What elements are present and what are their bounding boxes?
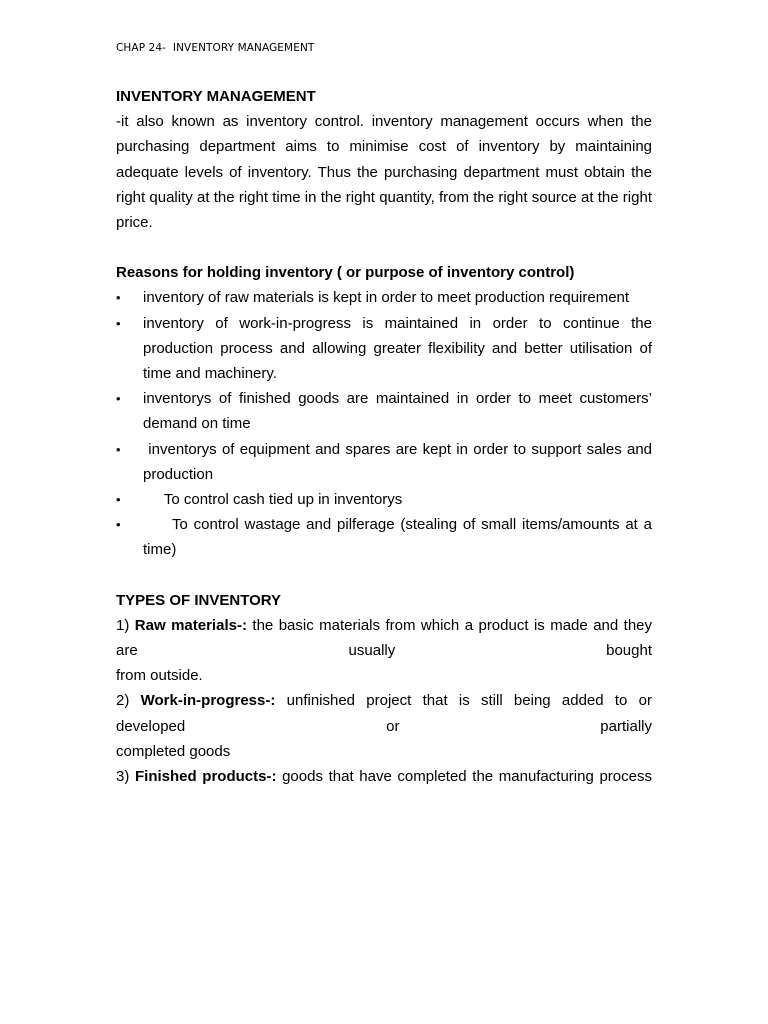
type-label: Raw materials-:	[134, 616, 247, 634]
type-number: 2)	[116, 692, 130, 710]
type-label: Work-in-progress-:	[140, 692, 276, 710]
type-description-continued: from outside.	[116, 667, 203, 685]
type-definition	[116, 764, 652, 789]
spacer	[116, 563, 652, 588]
type-number: 1)	[116, 616, 130, 634]
definition-paragraph: -it also known as inventory control. inventory management occurs when the purchasing department aims to minimise cost of inventory by maintaining adequate levels of inventory. Thus the purchasing department must obtain the right quality at the right time in the right quantity, from the right source at the right price.	[116, 113, 652, 232]
type-number: 3)	[116, 768, 130, 786]
bullet-icon: •	[116, 315, 121, 331]
type-description: the basic materials from which a product is made and they are usually bought	[116, 616, 653, 660]
type-description-continued: completed goods	[116, 742, 231, 760]
bullet-icon: •	[116, 441, 121, 457]
spacer	[116, 235, 652, 260]
list-item-text: inventorys of equipment and spares are kept in order to support sales and production	[143, 440, 657, 483]
bullet-icon: •	[116, 391, 121, 407]
reasons-list	[116, 285, 657, 562]
inventory-type-work-in-progress	[116, 688, 652, 764]
type-definition	[116, 688, 652, 738]
section-heading-reasons: Reasons for holding inventory ( or purpose of inventory control)	[116, 264, 575, 282]
type-definition	[116, 613, 652, 663]
list-item-text: inventorys of finished goods are maintained in order to meet customers’ demand on time	[143, 390, 657, 433]
section-heading-inventory-management: INVENTORY MANAGEMENT	[116, 88, 316, 105]
list-item	[116, 285, 652, 310]
list-item-text: inventory of work-in-progress is maintained in order to continue the production process and allowing greater flexibility and better utilisation of time and machinery.	[143, 314, 657, 383]
list-item	[116, 311, 657, 387]
list-item-text: inventory of raw materials is kept in order to meet production requirement	[143, 289, 630, 307]
bullet-icon: •	[116, 492, 121, 508]
section-heading-types: TYPES OF INVENTORY	[116, 591, 282, 609]
list-item	[116, 437, 657, 487]
inventory-type-finished-products	[116, 764, 652, 789]
type-description: goods that have completed the manufacturing process	[282, 768, 652, 786]
bullet-icon: •	[116, 290, 121, 306]
bullet-icon: •	[116, 517, 121, 533]
list-item	[116, 487, 652, 512]
running-header: CHAP 24- INVENTORY MANAGEMENT	[116, 42, 315, 54]
list-item-text: To control cash tied up in inventorys	[143, 491, 403, 509]
document-body	[116, 84, 657, 789]
type-label: Finished products-:	[134, 768, 277, 786]
type-description: unfinished project that is still being added to or developed or partially	[116, 692, 653, 735]
inventory-type-raw-materials	[116, 613, 652, 689]
list-item	[116, 386, 657, 436]
list-item	[116, 512, 657, 562]
list-item-text: To control wastage and pilferage (stealing of small items/amounts at a time)	[143, 516, 657, 559]
